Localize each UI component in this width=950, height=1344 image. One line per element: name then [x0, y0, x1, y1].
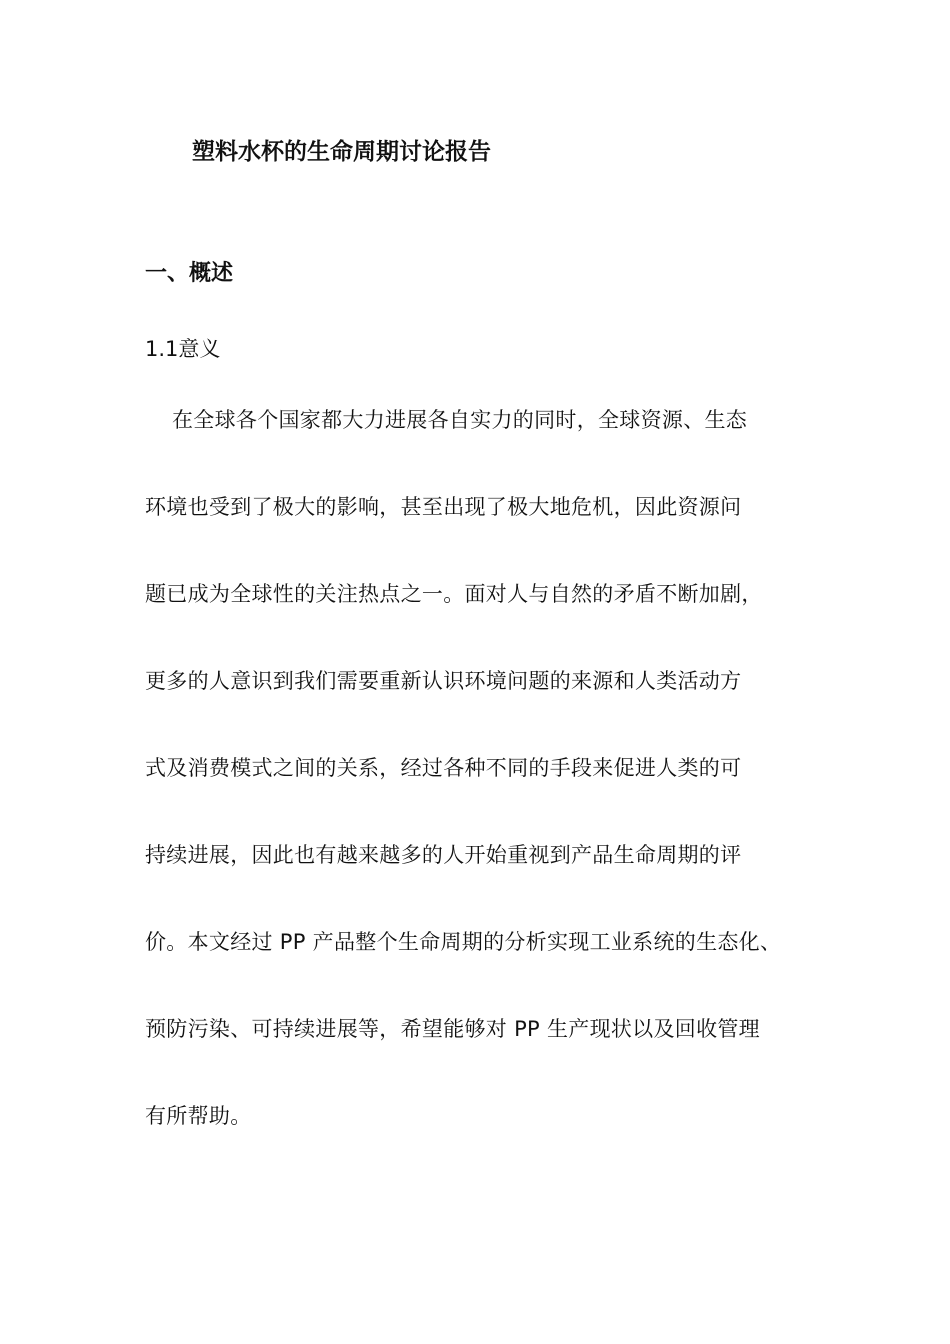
paragraph-line: 预防污染、可持续进展等，希望能够对 PP 生产现状以及回收管理	[145, 1017, 760, 1041]
paragraph-line: 价。本文经过 PP 产品整个生命周期的分析实现工业系统的生态化、	[145, 930, 782, 954]
paragraph-line: 有所帮助。	[145, 1104, 252, 1128]
document-title: 塑料水杯的生命周期讨论报告	[192, 139, 491, 165]
paragraph-line: 式及消费模式之间的关系，经过各种不同的手段来促进人类的可	[145, 756, 742, 780]
section-heading: 一、概述	[145, 261, 234, 286]
subsection-heading: 1.1意义	[145, 337, 221, 361]
paragraph-line: 持续进展，因此也有越来越多的人开始重视到产品生命周期的评	[145, 843, 742, 867]
paragraph-line: 环境也受到了极大的影响，甚至出现了极大地危机，因此资源问	[145, 495, 742, 519]
paragraph-line: 在全球各个国家都大力进展各自实力的同时，全球资源、生态	[172, 408, 748, 432]
paragraph-line: 题已成为全球性的关注热点之一。面对人与自然的矛盾不断加剧，	[145, 582, 763, 606]
paragraph-line: 更多的人意识到我们需要重新认识环境问题的来源和人类活动方	[145, 669, 742, 693]
